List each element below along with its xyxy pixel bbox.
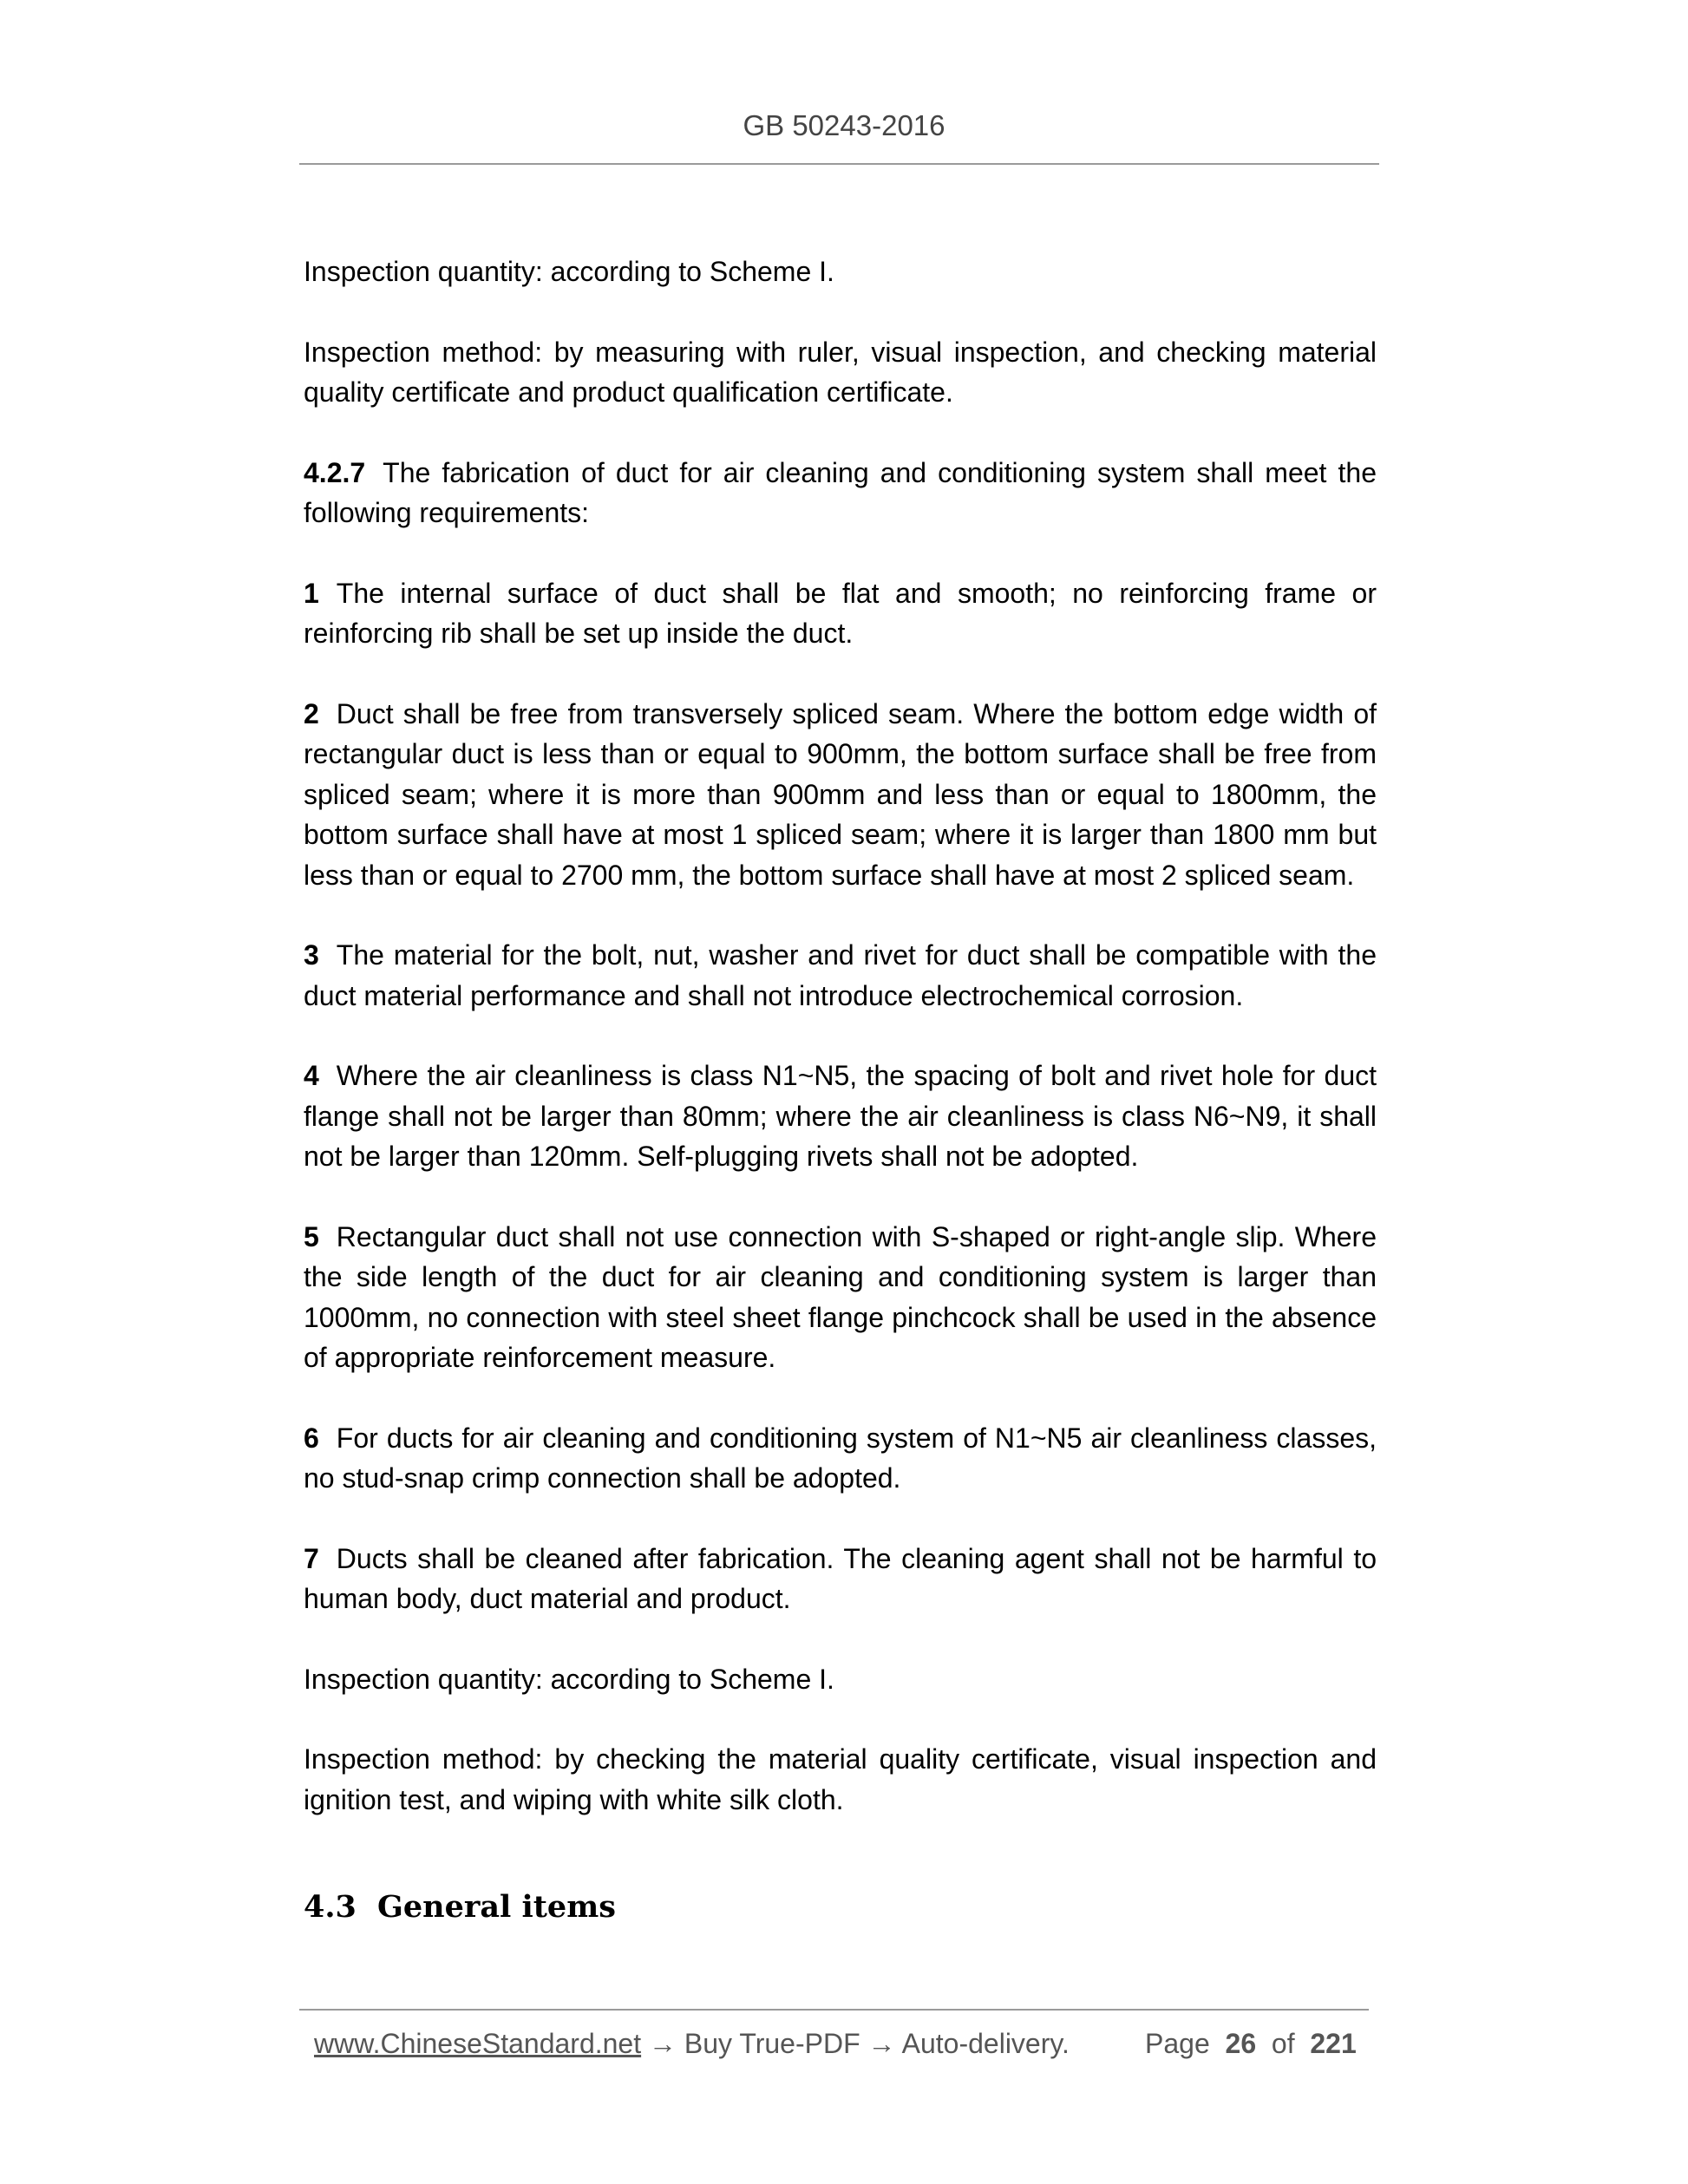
page-indicator <box>1145 2028 1357 2060</box>
item-text: Ducts shall be cleaned after fabrication. The cleaning agent shall not be harmful to human body, duct material and product. <box>304 1542 1377 1614</box>
item-text: Where the air cleanliness is class N1~N5, the spacing of bolt and rivet hole for duct flange shall not be larger than 80mm; where the air cleanliness is class N6~N9, it shall not be larger than 120mm. Self-plugging rivets shall not be adopted. <box>304 1060 1377 1172</box>
page-content <box>304 252 1377 1925</box>
requirement-item <box>304 1217 1377 1378</box>
item-number: 1 <box>304 577 319 609</box>
requirement-item <box>304 573 1377 654</box>
item-text: The internal surface of duct shall be flat and smooth; no reinforcing frame or reinforcing rib shall be set up inside the duct. <box>304 577 1377 649</box>
page-current: 26 <box>1225 2028 1257 2059</box>
page-total: 221 <box>1310 2028 1357 2059</box>
buy-pdf-text: Buy True-PDF <box>684 2028 860 2059</box>
inspection-quantity-1: Inspection quantity: according to Scheme I. <box>304 256 834 287</box>
page-footer <box>314 2028 1355 2060</box>
footer-divider <box>299 2009 1369 2011</box>
of-label: of <box>1271 2028 1295 2059</box>
inspection-quantity-2: Inspection quantity: according to Scheme I. <box>304 1663 834 1695</box>
item-text: Duct shall be free from transversely spliced seam. Where the bottom edge width of rectangular duct is less than or equal to 900mm, the bottom surface shall be free from spliced seam; where it is more than 900mm and less than or equal to 1800mm, the bottom surface shall have at most 1 spliced seam; where it is larger than 1800 mm but less than or equal to 2700 mm, the bottom surface shall have at most 2 spliced seam. <box>304 697 1377 891</box>
inspection-method-2: Inspection method: by checking the material quality certificate, visual inspection and ignition test, and wiping with white silk cloth. <box>304 1743 1377 1815</box>
arrow-icon: → <box>867 2028 896 2059</box>
header-divider <box>299 163 1379 165</box>
requirement-item <box>304 935 1377 1016</box>
item-number: 3 <box>304 939 319 971</box>
arrow-icon: → <box>649 2028 677 2059</box>
item-text: Rectangular duct shall not use connection with S-shaped or right-angle slip. Where the side length of the duct for air cleaning and conditioning system is larger than 1000mm, no connection with steel sheet flange pinchcock shall be used in the absence of appropriate reinforcement measure. <box>304 1220 1377 1373</box>
requirement-item <box>304 1056 1377 1177</box>
website-link[interactable]: www.ChineseStandard.net <box>314 2028 642 2059</box>
requirement-item <box>304 1418 1377 1499</box>
item-number: 7 <box>304 1542 319 1574</box>
clause-text: The fabrication of duct for air cleaning and conditioning system shall meet the following requirements: <box>304 456 1377 528</box>
item-number: 4 <box>304 1060 319 1091</box>
item-number: 2 <box>304 697 319 729</box>
section-heading <box>304 1889 1377 1925</box>
page-label: Page <box>1145 2028 1210 2059</box>
section-number: 4.3 <box>304 1889 357 1925</box>
clause-4-2-7 <box>304 453 1377 533</box>
inspection-method-1: Inspection method: by measuring with ruler, visual inspection, and checking material quality certificate and product qualification certificate. <box>304 336 1377 408</box>
delivery-text: Auto-delivery. <box>901 2028 1070 2059</box>
item-text: For ducts for air cleaning and conditioning system of N1~N5 air cleanliness classes, no stud-snap crimp connection shall be adopted. <box>304 1422 1377 1494</box>
requirement-item <box>304 694 1377 896</box>
section-title: General items <box>377 1889 616 1925</box>
clause-number: 4.2.7 <box>304 456 366 488</box>
item-number: 5 <box>304 1220 319 1252</box>
item-number: 6 <box>304 1422 319 1454</box>
item-text: The material for the bolt, nut, washer and rivet for duct shall be compatible with the duct material performance and shall not introduce electrochemical corrosion. <box>304 939 1377 1011</box>
requirement-item <box>304 1539 1377 1619</box>
document-code: GB 50243-2016 <box>743 109 945 141</box>
